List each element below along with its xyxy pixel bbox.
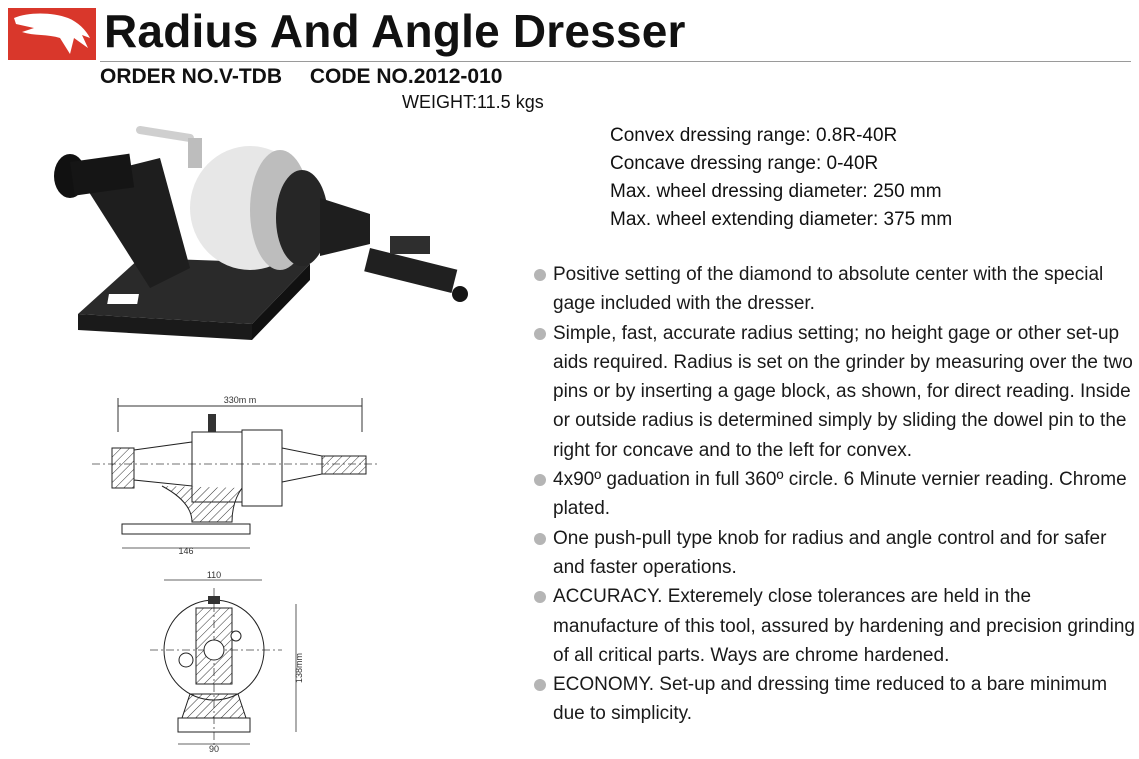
code-number: CODE NO.2012-010	[309, 65, 503, 88]
feature-item	[532, 319, 1136, 465]
title-divider	[100, 61, 1131, 62]
spec-item: Max. wheel dressing diameter: 250 mm	[610, 181, 942, 202]
feature-text: One push-pull type knob for radius and angle control and for safer and faster operations.	[553, 527, 1107, 578]
feature-item	[532, 524, 1136, 583]
order-code-line	[100, 65, 502, 89]
front-view-drawing	[150, 568, 310, 754]
order-number: ORDER NO.V-TDB	[100, 65, 283, 88]
brand-logo	[8, 8, 96, 60]
bullet-icon	[534, 533, 546, 545]
eagle-logo-icon	[8, 8, 96, 60]
bullet-icon	[534, 591, 546, 603]
bullet-icon	[534, 679, 546, 691]
feature-text: ACCURACY. Exteremely close tolerances are held in the manufacture of this tool, assured by hardening and precision grinding of all critical parts. Ways are chrome hardened.	[553, 586, 1135, 666]
front-width-dimension: 110	[206, 570, 222, 580]
feature-text: ECONOMY. Set-up and dressing time reduced to a bare minimum due to simplicity.	[553, 674, 1108, 725]
side-length-dimension: 330m m	[223, 395, 257, 405]
feature-text: Simple, fast, accurate radius setting; no height gage or other set-up aids required. Radius is set on the grinder by measuring over the two pins or by inserting a gage block, as shown, for direct reading. Inside or outside radius is determined simply by sliding the dowel pin to the right for concave and to the left for convex.	[553, 322, 1133, 461]
spec-item: Convex dressing range: 0.8R-40R	[610, 125, 898, 146]
feature-item	[532, 260, 1136, 319]
side-base-dimension: 146	[178, 546, 194, 556]
feature-item	[532, 465, 1136, 524]
page-title: Radius And Angle Dresser	[104, 5, 686, 57]
product-photo	[40, 118, 480, 340]
spec-item: Max. wheel extending diameter: 375 mm	[610, 209, 953, 230]
side-view-drawing	[92, 392, 382, 560]
feature-item	[532, 582, 1136, 670]
front-base-dimension: 90	[208, 744, 220, 754]
bullet-icon	[534, 269, 546, 281]
feature-list	[532, 260, 1136, 729]
feature-item	[532, 670, 1136, 729]
feature-text: 4x90º gaduation in full 360º circle. 6 Minute vernier reading. Chrome plated.	[553, 469, 1127, 520]
bullet-icon	[534, 328, 546, 340]
weight-label: WEIGHT:11.5 kgs	[402, 92, 544, 112]
front-height-dimension: 138mm	[294, 652, 304, 684]
bullet-icon	[534, 474, 546, 486]
spec-list	[610, 122, 952, 234]
spec-item: Concave dressing range: 0-40R	[610, 153, 879, 174]
feature-text: Positive setting of the diamond to absolute center with the special gage included with the dresser.	[553, 264, 1104, 315]
